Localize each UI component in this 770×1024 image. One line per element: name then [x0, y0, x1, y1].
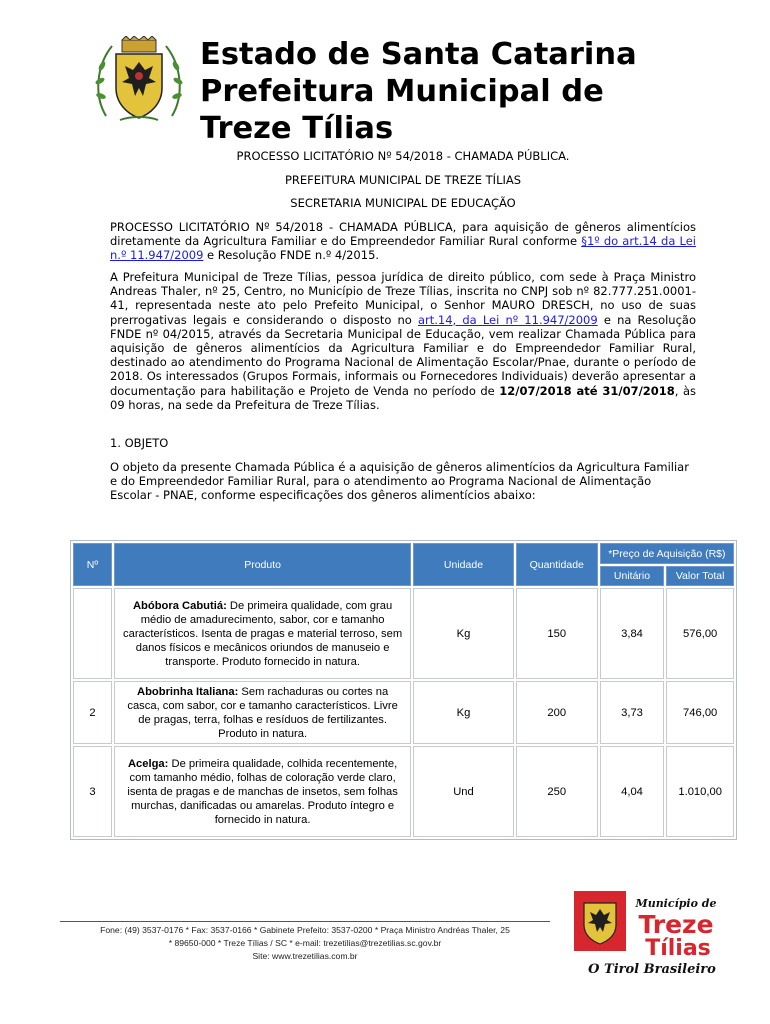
law-link[interactable]: §1º do art.14 da Lei n.º 11.947/2009 [110, 234, 696, 263]
product-name: Acelga: [127, 757, 169, 770]
col-header-unidade: Unidade [413, 543, 513, 586]
logo-tagline: O Tirol Brasileiro [588, 962, 716, 977]
table-row [73, 746, 734, 837]
title-line: Estado de Santa Catarina [200, 37, 637, 72]
table-row [73, 588, 734, 679]
row-unitario: 3,73 [600, 681, 665, 744]
objeto-paragraph: O objeto da presente Chamada Pública é a aquisição de gêneros alimentícios da Agricultura Familiar e do Empreendedor Familiar Rural, para o atendimento ao Programa Nacional de Alimentação Escolar - PNAE, conforme especificações dos gêneros alimentícios abaixo: [110, 460, 689, 503]
product-details: De primeira qualidade, colhida recentemente, com tamanho médio, folhas de coloração verde claro, isenta de pragas e de manchas de insetos, sem folhas murchas, danificadas ou amarelas. Produto íntegro e fornecido in natura. [127, 757, 398, 826]
footer-contact [60, 924, 550, 963]
row-description [114, 588, 411, 679]
row-unitario: 4,04 [600, 746, 665, 837]
intro-text: PROCESSO LICITATÓRIO Nº 54/2018 - CHAMADA PÚBLICA, para aquisição de gêneros alimentícios diretamente da Agricultura Familiar e do Empreendedor Familiar Rural conforme [110, 220, 696, 249]
row-num [73, 588, 112, 679]
section-heading: 1. OBJETO [110, 436, 169, 450]
prefeitura-subtitle: PREFEITURA MUNICIPAL DE TREZE TÍLIAS [284, 173, 522, 187]
row-valor-total: 576,00 [666, 588, 734, 679]
page-title [200, 36, 740, 147]
col-header-preco: *Preço de Aquisição (R$) [600, 543, 734, 564]
col-header-valor-total: Valor Total [666, 566, 734, 586]
product-details: Sem rachaduras ou cortes na casca, com sabor, cor e tamanho característicos. Livre de pragas, terra, folhas e resíduos de fertilizantes. Produto in natura. [127, 685, 398, 740]
row-num: 2 [73, 681, 112, 744]
title-line: Prefeitura Municipal de [200, 74, 604, 109]
col-header-num: Nº [73, 543, 112, 586]
col-header-produto: Produto [114, 543, 411, 586]
deadline-text: 12/07/2018 até 31/07/2018 [499, 383, 675, 398]
intro-paragraph [110, 220, 696, 263]
footer-divider [60, 921, 550, 922]
logo-name-line2: Tílias [645, 936, 711, 961]
row-description [114, 746, 411, 837]
body-paragraph [110, 270, 696, 412]
body-text: e na Resolução FNDE nº 04/2015, através da Secretaria Municipal de Educação, vem realizar Chamada Pública para aquisição de gêneros alimentícios da Agricultura Familiar e do Empreendedor Familiar Rural, destinado ao atendimento do Programa Nacional de Alimentação Escolar/Pnae, durante o período de 2018. Os interessados (Grupos Formais, informais ou Fornecedores Individuais) deverão apresentar a documentação para habilitação e Projeto de Venda no período de [110, 312, 697, 398]
secretaria-subtitle: SECRETARIA MUNICIPAL DE EDUCAÇÃO [290, 196, 516, 210]
law-link[interactable]: art.14, da Lei nº 11.947/2009 [417, 312, 598, 327]
row-quantidade: 150 [516, 588, 598, 679]
footer-line: Fone: (49) 3537-0176 * Fax: 3537-0166 * Gabinete Prefeito: 3537-0200 * Praça Ministro Andréas Thaler, 25 [100, 925, 510, 935]
row-valor-total: 1.010,00 [666, 746, 734, 837]
product-name: Abobrinha Italiana: [137, 685, 239, 698]
logo-name-line1: Treze [638, 910, 714, 939]
row-unitario: 3,84 [600, 588, 665, 679]
intro-text: e Resolução FNDE n.º 4/2015. [203, 248, 380, 263]
row-num: 3 [73, 746, 112, 837]
row-unidade: Kg [413, 681, 513, 744]
table-row [73, 681, 734, 744]
col-header-quantidade: Quantidade [516, 543, 598, 586]
col-header-unitario: Unitário [600, 566, 665, 586]
row-valor-total: 746,00 [666, 681, 734, 744]
row-description [114, 681, 411, 744]
process-subtitle: PROCESSO LICITATÓRIO Nº 54/2018 - CHAMADA PÚBLICA. [236, 149, 570, 163]
row-unidade: Und [413, 746, 513, 837]
body-text: , às 09 horas, na sede da Prefeitura de Treze Tílias. [110, 383, 696, 412]
municipality-logo [572, 889, 732, 979]
row-quantidade: 250 [516, 746, 598, 837]
body-text: A Prefeitura Municipal de Treze Tílias, pessoa jurídica de direito público, com sede à Praça Ministro Andreas Thaler, nº 25, Centro, no Município de Treze Tílias, inscrita no CNPJ sob nº 82.777.251.0001-41, representada neste ato pelo Prefeito Municipal, o Senhor MAURO DRESCH, no uso de suas prerrogativas legais e considerando o disposto no [110, 270, 696, 327]
row-quantidade: 200 [516, 681, 598, 744]
coat-of-arms-icon [92, 36, 186, 124]
items-table [70, 540, 737, 840]
title-line: Treze Tílias [200, 111, 394, 146]
footer-line: Site: www.trezetilias.com.br [252, 951, 358, 961]
product-name: Abóbora Cabutiá: [132, 599, 227, 612]
logo-top-text: Município de [635, 897, 717, 910]
footer-line: * 89650-000 * Treze Tílias / SC * e-mail: trezetilias@trezetilias.sc.gov.br [168, 938, 442, 948]
row-unidade: Kg [413, 588, 513, 679]
product-details: De primeira qualidade, com grau médio de amadurecimento, sabor, cor e tamanho característicos. Isenta de pragas e material terroso, sem danos físicos e mecânicos oriundos de manuseio e transporte. Produto fornecido in natura. [123, 599, 403, 668]
